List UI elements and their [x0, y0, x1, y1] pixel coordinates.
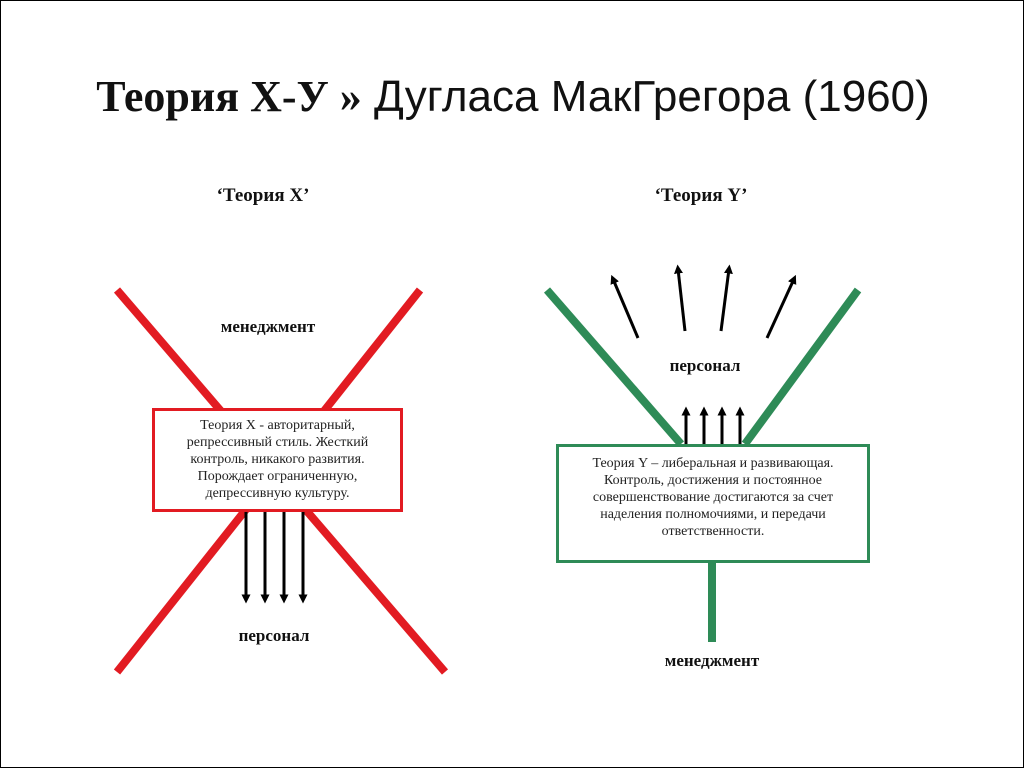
theory-y-description-box	[556, 444, 870, 563]
theory-y-personnel-label: персонал	[669, 356, 741, 375]
title-theory-part: Теория Х-У »	[96, 72, 362, 121]
theory-y-inner-arrows	[686, 411, 740, 444]
theory-y-management-label: менеджмент	[664, 651, 760, 670]
theory-x-description: Теория X - авторитарный, репрессивный стиль. Жесткий контроль, никакого развития. Порождает ограниченную, депрессивную культуру.	[186, 418, 369, 501]
theory-y-heading: ‘Теория Y’	[654, 185, 748, 206]
diagonal-arrow	[721, 269, 729, 331]
theory-x-arrows	[246, 512, 303, 599]
title-author-part: Дугласа МакГрегора (1960)	[361, 72, 930, 121]
theory-y-outer-arrows	[613, 269, 794, 338]
diagonal-arrow	[767, 279, 794, 338]
theory-x-description-box	[152, 408, 403, 512]
diagonal-arrow	[678, 269, 685, 331]
theory-x-management-label: менеджмент	[220, 317, 316, 336]
theory-x-personnel-label: персонал	[238, 626, 310, 645]
diagonal-arrow	[613, 279, 638, 338]
theory-x-heading: ‘Теория X’	[216, 185, 310, 206]
theory-y-description: Теория Y – либеральная и развивающая. Контроль, достижения и постоянное совершенствование достигаются за счет наделения полномочиями, и передачи ответственности.	[592, 456, 834, 539]
theory-diagram	[1, 1, 1024, 769]
